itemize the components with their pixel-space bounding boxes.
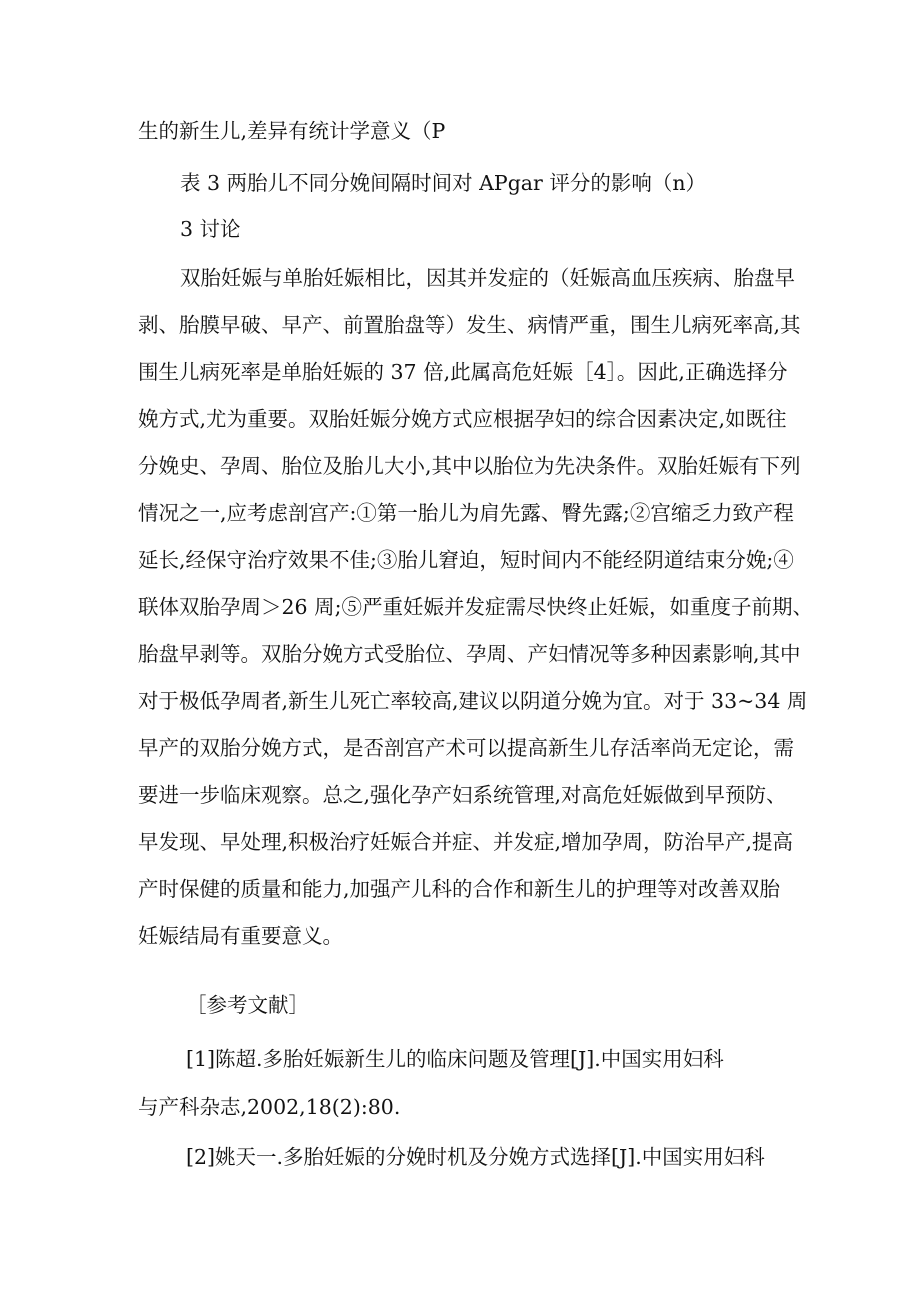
paragraph-line: 分娩史、孕周、胎位及胎儿大小,其中以胎位为先决条件。双胎妊娠有下列	[138, 454, 801, 478]
text-line-continuation: 生的新生儿,差异有统计学意义（P	[138, 119, 446, 143]
paragraph-line: 妊娠结局有重要意义。	[138, 924, 343, 948]
paragraph-line: 剥、胎膜早破、早产、前置胎盘等）发生、病情严重，围生儿病死率高,其	[138, 313, 801, 337]
paragraph-line: 情况之一,应考虑剖宫产:①第一胎儿为肩先露、臀先露;②宫缩乏力致产程	[138, 501, 794, 525]
paragraph-line: 延长,经保守治疗效果不佳;③胎儿窘迫，短时间内不能经阴道结束分娩;④	[138, 548, 794, 572]
table-caption: 表 3 两胎儿不同分娩间隔时间对 APgar 评分的影响（n）	[180, 171, 707, 195]
paragraph-line: 围生儿病死率是单胎妊娠的 37 倍,此属高危妊娠［4］。因此,正确选择分	[138, 360, 788, 384]
paragraph-line: 对于极低孕周者,新生儿死亡率较高,建议以阴道分娩为宜。对于 33~34 周	[138, 689, 808, 713]
paragraph-line: 胎盘早剥等。双胎分娩方式受胎位、孕周、产妇情况等多种因素影响,其中	[138, 642, 801, 666]
paragraph-line: 要进一步临床观察。总之,强化孕产妇系统管理,对高危妊娠做到早预防、	[138, 783, 787, 807]
paragraph-line: 娩方式,尤为重要。双胎妊娠分娩方式应根据孕妇的综合因素决定,如既往	[138, 407, 787, 431]
paragraph-line: 早产的双胎分娩方式，是否剖宫产术可以提高新生儿存活率尚无定论，需	[138, 736, 794, 760]
references-heading: ［参考文献］	[186, 993, 309, 1017]
reference-item-1: [1]陈超.多胎妊娠新生儿的临床问题及管理[J].中国实用妇科	[186, 1047, 724, 1071]
reference-item-1-continuation: 与产科杂志,2002,18(2):80.	[138, 1095, 401, 1119]
reference-item-2: [2]姚天一.多胎妊娠的分娩时机及分娩方式选择[J].中国实用妇科	[186, 1145, 765, 1169]
paragraph-line: 早发现、早处理,积极治疗妊娠合并症、并发症,增加孕周，防治早产,提高	[138, 830, 794, 854]
paragraph-line: 双胎妊娠与单胎妊娠相比，因其并发症的（妊娠高血压疾病、胎盘早	[180, 266, 795, 290]
paragraph-line: 联体双胎孕周＞26 周;⑤严重妊娠并发症需尽快终止妊娠，如重度子前期、	[138, 595, 814, 619]
paragraph-line: 产时保健的质量和能力,加强产儿科的合作和新生儿的护理等对改善双胎	[138, 877, 781, 901]
section-heading: 3 讨论	[180, 217, 241, 241]
